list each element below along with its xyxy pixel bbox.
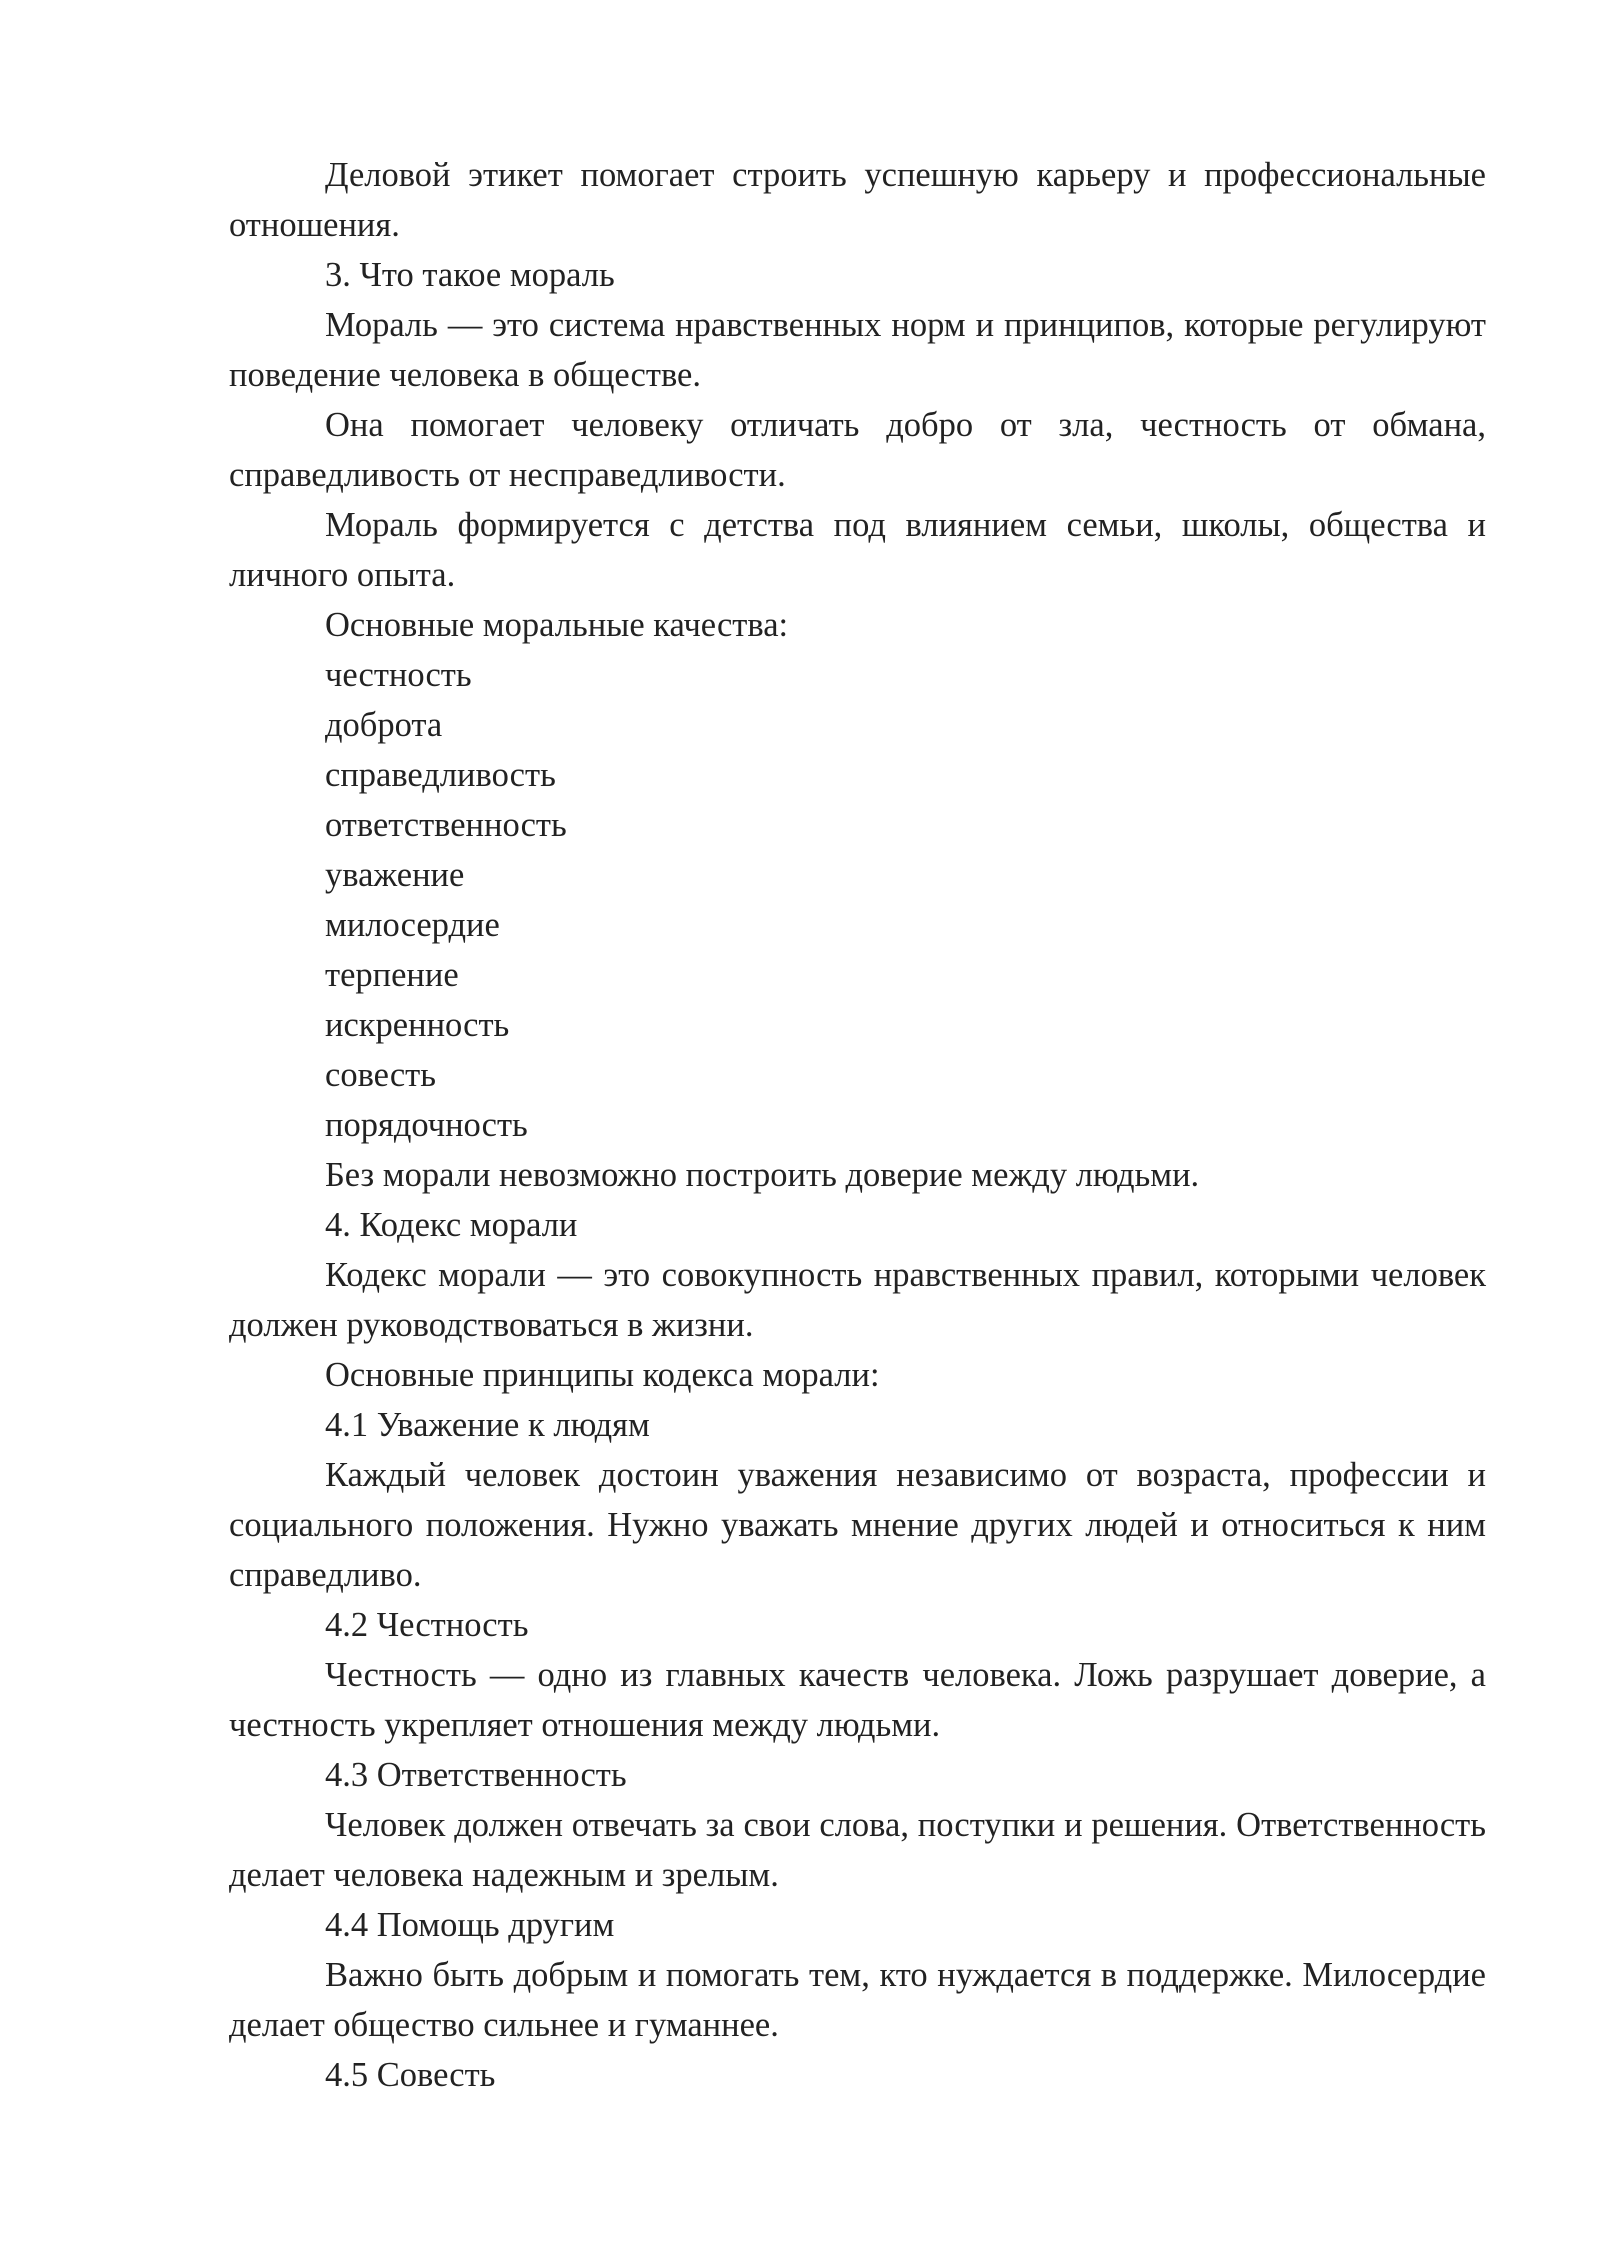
section-3-closing: Без морали невозможно построить доверие между людьми. — [325, 1156, 1200, 1194]
qualities-list — [229, 650, 1486, 1150]
section-3-paragraph-3: Мораль формируется с детства под влиянием семьи, школы, общества и личного опыта. — [229, 506, 1486, 594]
list-item: уважение — [325, 856, 465, 894]
list-item: честность — [325, 656, 472, 694]
section-4-heading: 4. Кодекс морали — [325, 1206, 578, 1244]
subsection-4-4-heading: 4.4 Помощь другим — [325, 1906, 615, 1944]
subsection-4-3-text: Человек должен отвечать за свои слова, поступки и решения. Ответственность делает человека надежным и зрелым. — [229, 1806, 1486, 1894]
subsection-4-3-heading: 4.3 Ответственность — [325, 1756, 627, 1794]
list-item: искренность — [325, 1006, 510, 1044]
document-body — [229, 150, 1486, 2100]
subsection-4-1-text: Каждый человек достоин уважения независимо от возраста, профессии и социального положения. Нужно уважать мнение других людей и относиться к ним справедливо. — [229, 1456, 1486, 1594]
list-item: ответственность — [325, 806, 567, 844]
list-item: справедливость — [325, 756, 556, 794]
list-item: порядочность — [325, 1106, 528, 1144]
subsection-4-2-heading: 4.2 Честность — [325, 1606, 529, 1644]
intro-paragraph: Деловой этикет помогает строить успешную карьеру и профессиональные отношения. — [229, 156, 1486, 244]
subsection-4-5-heading: 4.5 Совесть — [325, 2056, 496, 2094]
subsection-4-2-text: Честность — одно из главных качеств человека. Ложь разрушает доверие, а честность укрепляет отношения между людьми. — [229, 1656, 1486, 1744]
section-3-heading: 3. Что такое мораль — [325, 256, 615, 294]
list-item: доброта — [325, 706, 443, 744]
list-item: терпение — [325, 956, 459, 994]
principles-title: Основные принципы кодекса морали: — [325, 1356, 880, 1394]
qualities-title: Основные моральные качества: — [325, 606, 789, 644]
subsection-4-1-heading: 4.1 Уважение к людям — [325, 1406, 650, 1444]
section-3-paragraph-1: Мораль — это система нравственных норм и принципов, которые регулируют поведение человека в обществе. — [229, 306, 1486, 394]
section-4-paragraph: Кодекс морали — это совокупность нравственных правил, которыми человек должен руководствоваться в жизни. — [229, 1256, 1486, 1344]
subsection-4-4-text: Важно быть добрым и помогать тем, кто нуждается в поддержке. Милосердие делает общество сильнее и гуманнее. — [229, 1956, 1486, 2044]
list-item: милосердие — [325, 906, 500, 944]
list-item: совесть — [325, 1056, 436, 1094]
section-3-paragraph-2: Она помогает человеку отличать добро от зла, честность от обмана, справедливость от несправедливости. — [229, 406, 1486, 494]
